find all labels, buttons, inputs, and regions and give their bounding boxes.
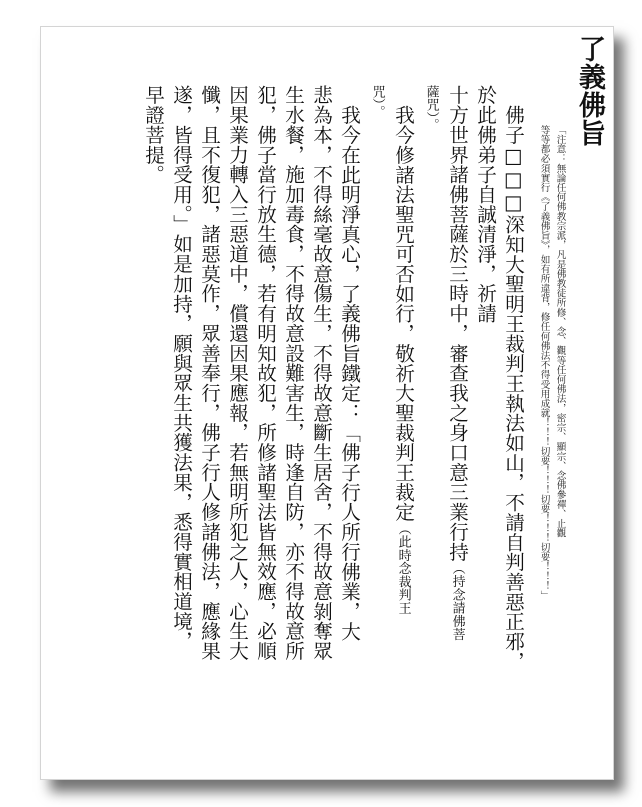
paragraph-1-line-2	[475, 85, 495, 323]
paragraph-3-line-5: 因果業力轉入三惡道中，償還因果應報，若無明所犯之人，心生大	[225, 85, 249, 661]
line-text: 於此佛弟子自誠清淨，祈請	[473, 85, 497, 324]
paragraph-1-line-4	[421, 85, 441, 132]
annotation-text: 咒）。	[369, 85, 385, 119]
line-text: 我今修諸法聖咒可否如行，敬祈大聖裁判王裁定	[391, 105, 415, 522]
paragraph-3-line-3: 生水餐，施加毒食，不得故意設難害生，時逢自防，亦不得故意所	[281, 85, 305, 661]
paragraph-3-line-7: 遂，皆得受用。」如是加持，願與眾生共獲法果，悉得實相道境，	[169, 85, 193, 651]
paragraph-2-line-2	[367, 85, 387, 118]
annotation-text: （持念請佛菩	[449, 561, 465, 641]
paragraph-3-line-6: 懺，且不復犯，諸惡莫作，眾善奉行，佛子行人修諸佛法，應緣果	[197, 85, 221, 661]
note-line-1: 「注意：無論任何佛教宗派，凡是佛教徒所修、念、觀等任何佛法，密宗、顯宗、念佛參禪、止觀	[554, 125, 566, 538]
line-text: 十方世界諸佛菩薩於三時中，審查我之身口意三業行持	[445, 85, 469, 562]
annotation-text: 薩咒）。	[423, 85, 439, 132]
paragraph-3-line-8: 早證菩提。	[141, 85, 165, 185]
paragraph-1-line-3	[447, 85, 467, 641]
scanned-page	[40, 26, 614, 780]
document-title: 了義佛旨	[574, 35, 605, 147]
paragraph-3-line-2: 悲為本，不得絲毫故意傷生，不得故意斷生居舍，不得故意剝奪眾	[309, 85, 333, 661]
paragraph-3-line-1: 我今在此明淨真心，了義佛旨鐵定：「佛子行人所行佛業，大	[337, 105, 361, 641]
line-text: 佛子□□□深知大聖明王裁判王執法如山，不請自判善惡正邪，	[501, 105, 525, 671]
paragraph-1-line-1	[503, 105, 523, 671]
paragraph-3-line-4: 犯，佛子當行放生德，若有明知故犯，所修諸聖法皆無效應，必順	[253, 85, 277, 661]
note-line-2: 等等都必須實行《了義佛旨》，如有所違背，修任何佛法不得受用成就！！！切要！！！切要！！！切要！！！」	[538, 125, 550, 601]
paragraph-2-line-1	[393, 105, 413, 615]
annotation-text: （此時念裁判王	[395, 521, 411, 615]
